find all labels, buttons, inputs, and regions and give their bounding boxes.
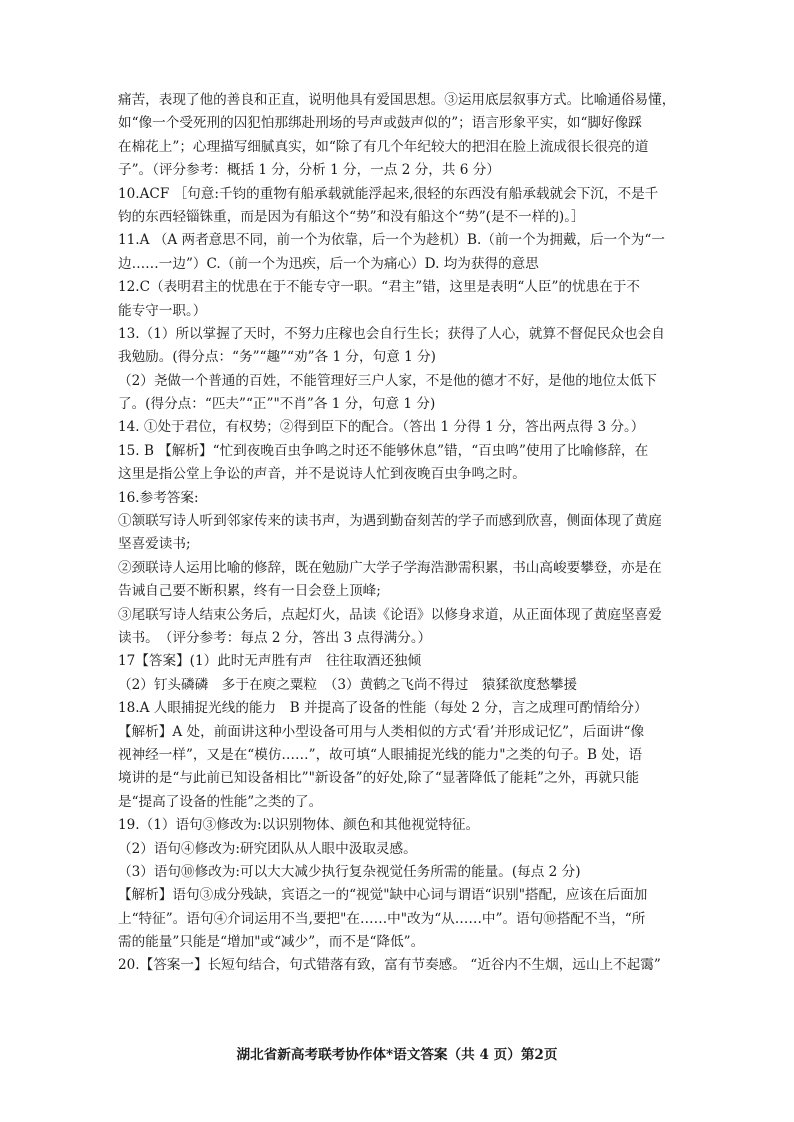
text-line: （3）语句⑩修改为:可以大大减少执行复杂视觉任务所需的能量。(每点 2 分)	[118, 863, 581, 880]
text-line: 钧的东西轻锱铢重，而是因为有船这个“势”和没有船这个“势”(是不一样的)。］	[118, 208, 585, 225]
text-line: 子”。（评分参考：概括 1 分，分析 1 分，一点 2 分，共 6 分）	[118, 162, 500, 179]
text-line: 这里是指公堂上争讼的声音，并不是说诗人忙到夜晚百虫争鸣之时。	[118, 466, 526, 483]
text-line: 痛苦，表现了他的善良和正直，说明他具有爱国思想。③运用底层叙事方式。比喻通俗易懂，	[118, 92, 676, 108]
answer-10: 10.ACF ［句意:千钧的重物有船承载就能浮起来,很轻的东西没有船承载就会下沉，不是千	[118, 185, 659, 202]
text-line: 告诫自己要不断积累，终有一日会登上顶峰;	[118, 583, 381, 600]
answer-19: 19.（1）语句③修改为:以识别物体、颜色和其他视觉特征。	[118, 817, 480, 834]
answer-18: 18.A 人眼捕捉光线的能力 B 并提高了设备的性能（每处 2 分，言之成理可酌情给分）	[118, 700, 648, 717]
text-line: ①颔联写诗人听到邻家传来的读书声，为遇到勤奋刻苦的学子而感到欣喜，侧面体现了黄庭	[118, 513, 662, 530]
text-line: 【解析】语句③成分残缺，宾语之一的“视觉"缺中心词与谓语“识别"搭配，应该在后面加	[118, 887, 648, 904]
answer-12: 12.C（表明君主的忧患在于不能专守一职。“君主”错，这里是表明“人臣”的忧患在于不	[118, 279, 641, 296]
text-line: 上“特征”。语句④介词运用不当,要把"在……中"改为“从……中”。语句⑩搭配不当，“所	[118, 910, 646, 927]
text-line: 需的能量”只能是“增加"或“减少”，而不是“降低”。	[118, 934, 425, 951]
text-line: （2）尧做一个普通的百姓，不能管理好三户人家，不是他的德才不好，是他的地位太低下	[118, 372, 657, 389]
text-line: 【解析】A 处，前面讲这种小型设备可用与人类相似的方式‘看’并形成记忆”，后面讲“像	[118, 723, 645, 740]
text-line: （2）钉头磷磷 多于在庾之粟粒 （3）黄鹤之飞尚不得过 猿猱欲度愁攀援	[118, 676, 578, 693]
text-line: ②颈联诗人运用比喻的修辞，既在勉励广大学子学海浩渺需积累，书山高峻要攀登，亦是在	[118, 559, 662, 576]
text-line: 坚喜爱读书;	[118, 536, 191, 553]
text-line: 如“像一个受死刑的囚犯怕那绑赴刑场的号声或鼓声似的”；语言形象平实，如“脚好像踩	[118, 115, 642, 132]
text-line: 我勉励。(得分点：“务”“趣”“劝”各 1 分，句意 1 分)	[118, 349, 436, 366]
text-line: 是“提高了设备的性能”之类的了。	[118, 793, 323, 810]
answer-11: 11.A （A 两者意思不同，前一个为依靠，后一个为趁机）B.（前一个为拥戴，后一个为“一	[118, 232, 665, 249]
answer-16: 16.参考答案:	[118, 489, 199, 506]
text-line: 视神经一样”，又是在“模仿……”，故可填“人眼捕捉光线的能力"之类的句子。B 处，语	[118, 746, 643, 763]
text-line: 能专守一职。）	[118, 302, 207, 319]
text-line: 境讲的是“与此前已知设备相比”"新设备”的好处,除了“显著降低了能耗”之外，再就只能	[118, 770, 640, 787]
answer-14: 14. ①处于君位，有权势；②得到臣下的配合。（答出 1 分得 1 分，答出两点得 3 分。）	[118, 419, 645, 436]
text-line: 在棉花上”；心理描写细腻真实，如“除了有几个年纪较大的把泪在脸上流成很长很亮的道	[118, 138, 649, 155]
text-line: （2）语句④修改为:研究团队从人眼中汲取灵感。	[118, 840, 417, 857]
text-line: ③尾联写诗人结束公务后，点起灯火，品读《论语》以修身求道，从正面体现了黄庭坚喜爱	[118, 606, 662, 623]
page-footer: 湖北省新高考联考协作体*语文答案（共 4 页）第2页	[236, 1047, 558, 1063]
answer-20: 20.【答案一】长短句结合，句式错落有致，富有节奏感。 “近谷内不生烟，远山上不起霭”	[118, 957, 661, 974]
text-line: 读书。 （评分参考：每点 2 分，答出 3 点得满分。）	[118, 629, 432, 646]
text-line: 了。(得分点：“匹夫”“正”"不肖”各 1 分，句意 1 分)	[118, 396, 436, 413]
answer-17: 17【答案】(1）此时无声胜有声 往往取酒还独倾	[118, 653, 422, 670]
answer-document-body	[118, 89, 683, 978]
text-line: 边……一边”）C.（前一个为迅疾，后一个为痛心）D. 均为获得的意思	[118, 255, 539, 272]
answer-13: 13.（1）所以掌握了天时，不努力庄稼也会自行生长；获得了人心，就算不督促民众也会自	[118, 325, 665, 342]
answer-15: 15. B 【解析】“忙到夜晚百虫争鸣之时还不能够休息”错，“百虫鸣”使用了比喻修辞，在	[118, 442, 649, 459]
